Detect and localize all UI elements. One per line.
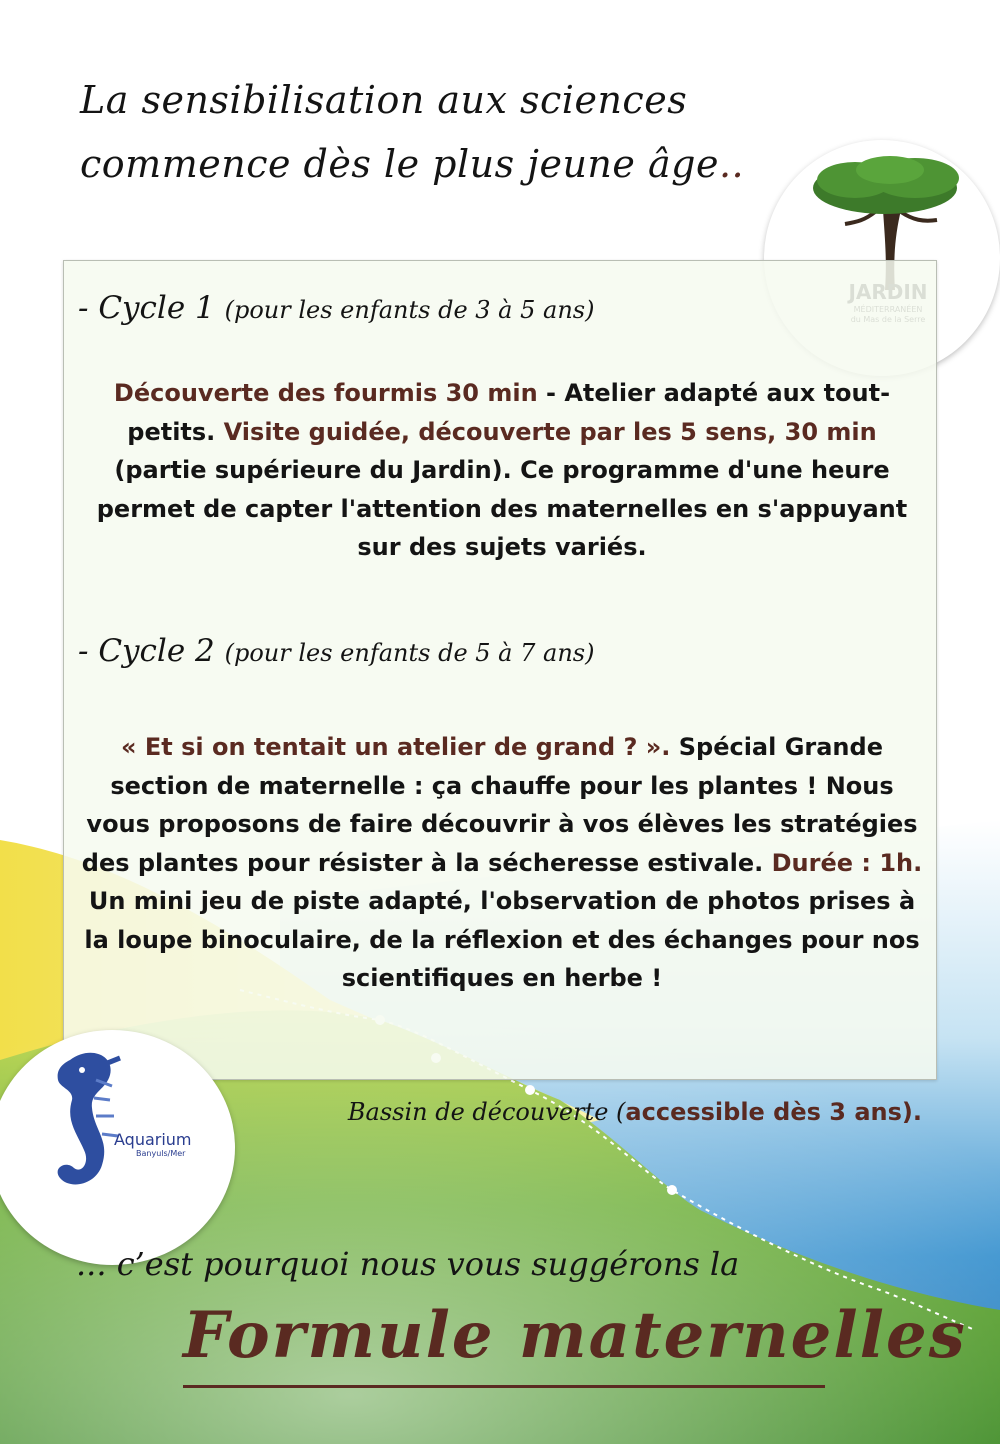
cycle-1-age-range: (pour les enfants de 3 à 5 ans) [224,296,595,324]
cycle-2-heading [78,633,594,669]
headline-line-2-text: commence dès le plus jeune âge [80,142,719,186]
aquarium-logo-location: Banyuls/Mer [136,1149,186,1158]
suggestion-line: ... c’est pourquoi nous vous suggérons la [76,1245,740,1283]
cycle-1-label: - Cycle 1 [78,290,215,326]
bassin-note [348,1098,922,1126]
cycle-2-description [78,728,926,998]
bassin-label: Bassin de découverte ( [347,1098,626,1126]
cycle-2-label: - Cycle 2 [78,633,215,669]
cycle-1-text-a: - Atelier adapté aux tout-petits. [127,379,891,446]
cycle-1-heading [78,290,594,326]
cycle-1-activity-visit: Visite guidée, découverte par les 5 sens, 30 min [223,417,877,446]
cycle-1-description [78,374,926,567]
headline-line-2 [80,132,840,196]
cycle-2-text-b: Un mini jeu de piste adapté, l'observation de photos prises à la loupe binoculaire, de la réflexion et des échanges pour nos scientifiques en herbe ! [84,887,920,992]
seahorse-icon [30,1040,140,1210]
cycle-2-text-a: Spécial Grande section de maternelle : ça chauffe pour les plantes ! Nous vous proposons de faire découvrir à vos élèves les stratégies des plantes pour résister à la sécheresse estivale. [81,733,918,877]
formule-title: Formule maternelles [183,1298,967,1373]
headline-dots: .. [718,142,745,186]
headline-line-1: La sensibilisation aux sciences [80,78,688,122]
bassin-age: accessible dès 3 ans). [625,1098,922,1126]
cycle-1-text-b: (partie supérieure du Jardin). Ce programme d'une heure permet de capter l'attention des maternelles en s'appuyant sur des sujets variés. [96,456,908,561]
cycle-1-activity-ants: Découverte des fourmis 30 min [113,379,538,407]
cycle-2-workshop-title: « Et si on tentait un atelier de grand ? ». [121,733,671,761]
cycle-2-age-range: (pour les enfants de 5 à 7 ans) [224,639,595,667]
formule-underline [183,1385,825,1388]
headline [80,68,840,196]
aquarium-logo-title: Aquarium [114,1130,192,1149]
cycle-2-duration: Durée : 1h. [771,848,923,877]
